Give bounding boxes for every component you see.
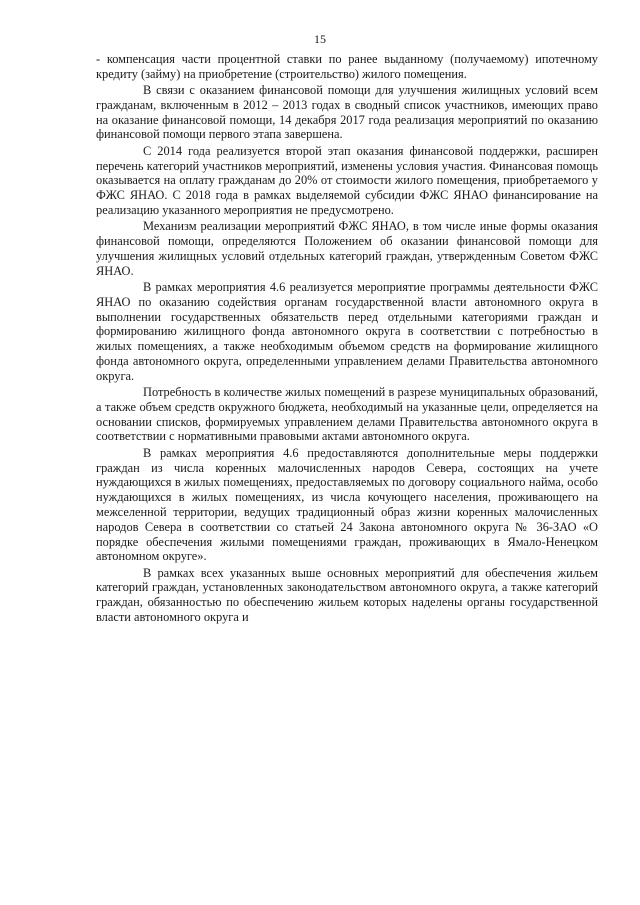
paragraph: - компенсация части процентной ставки по ранее выданному (получаемому) ипотечному кредиту (займу) на приобретение (строительство) жилого помещения. [96,52,598,81]
paragraph: С 2014 года реализуется второй этап оказания финансовой поддержки, расширен перечень категорий участников мероприятий, изменены условия участия. Финансовая помощь оказывается на оплату гражданам до 20% от стоимости жилого помещения, приобретаемого у ФЖС ЯНАО. С 2018 года в рамках выделяемой субсидии ФЖС ЯНАО финансирование на реализацию указанного мероприятия не предусмотрено. [96,143,598,217]
document-body [96,52,598,626]
paragraph: Потребность в количестве жилых помещений в разрезе муниципальных образований, а также объем средств окружного бюджета, необходимый на указанные цели, определяется на основании списков, формируемых управлением делами Правительства автономного округа в соответствии с нормативными правовыми актами автономного округа. [96,385,598,444]
paragraph: В рамках всех указанных выше основных мероприятий для обеспечения жильем категорий граждан, установленных законодательством автономного округа, а также категорий граждан, обязанностью по обеспечению жильем которых наделены органы государственной власти автономного округа и [96,565,598,624]
paragraph: Механизм реализации мероприятий ФЖС ЯНАО, в том числе иные формы оказания финансовой помощи, определяются Положением об оказании финансовой помощи для улучшения жилищных условий отдельных категорий граждан, утвержденным Советом ФЖС ЯНАО. [96,219,598,278]
page-number: 15 [314,32,326,46]
paragraph: В связи с оказанием финансовой помощи для улучшения жилищных условий всем гражданам, включенным в 2012 – 2013 годах в сводный список участников, имеющих право на оказание финансовой помощи, 14 декабря 2017 года реализация мероприятий по оказанию финансовой помощи первого этапа завершена. [96,83,598,142]
paragraph: В рамках мероприятия 4.6 предоставляются дополнительные меры поддержки граждан из числа коренных малочисленных народов Севера, состоящих на учете нуждающихся в жилых помещениях, предоставляемых по договору социального найма, особо нуждающихся в жилых помещениях, из числа кочующего населения, проживающего на межселенной территории, ведущих традиционный образ жизни коренных малочисленных народов Севера в соответствии со статьей 24 Закона автономного округа № 36-ЗАО «О порядке обеспечения жилыми помещениями граждан, проживающих в Ямало-Ненецком автономном округе». [96,445,598,564]
paragraph: В рамках мероприятия 4.6 реализуется мероприятие программы деятельности ФЖС ЯНАО по оказанию содействия органам государственной власти автономного округа в выполнении государственных обязательств перед отдельными категориями граждан и формированию жилищного фонда автономного округа в соответствии с потребностью в жилых помещениях, а также необходимым объемом средств на формирование жилищного фонда автономного округа, определенными управлением делами Правительства автономного округа. [96,279,598,383]
